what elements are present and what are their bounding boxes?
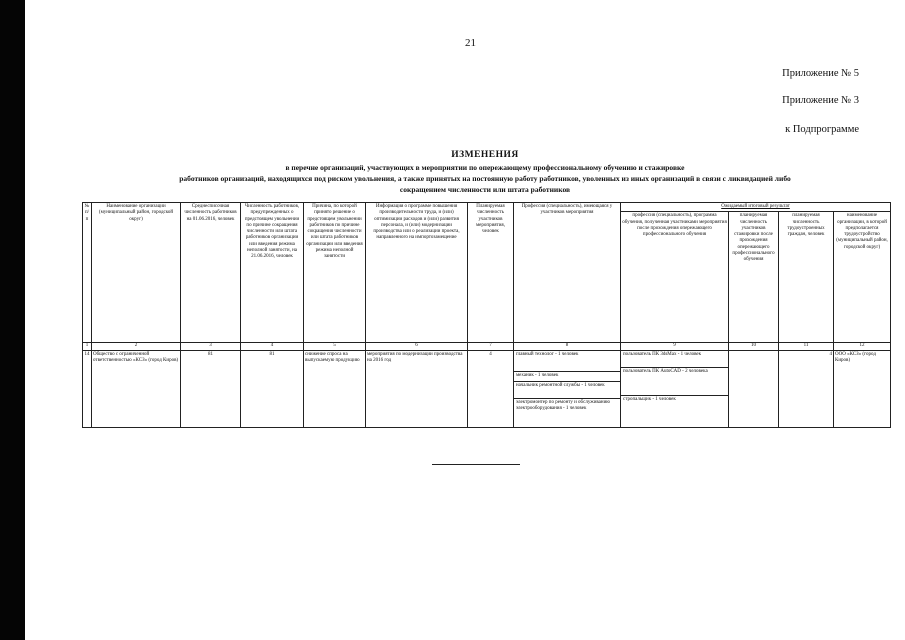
header-result-profession: профессия (специальность), программа обучения, полученная участниками мероприятия после прохождения опережающего профессионального обучения [621, 212, 729, 343]
appendix-line-3: к Подпрограмме [785, 124, 859, 135]
scan-dark-margin [0, 0, 25, 640]
header-expected-result: Ожидаемый итоговый результат [621, 203, 891, 212]
header-program-info: Информация о программе повышения производительности труда, и (или) оптимизации расходов и (или) развития персонала, и (или) модернизации производства или о реализации проекта, направленного на импортозамещение [366, 203, 468, 343]
page-number: 21 [465, 37, 476, 49]
row-employer: ООО «КСЗ» (город Киров) [834, 350, 891, 427]
header-planned-count: Планируемая численность участников мероприятия, человек [468, 203, 514, 343]
column-number: 5 [304, 343, 366, 350]
header-number: № п/п [83, 203, 92, 343]
document-subtitle-3: сокращением численности или штата работников [399, 185, 571, 194]
row-planned-count: 4 [468, 350, 514, 427]
column-number: 6 [366, 343, 468, 350]
row-program-info: мероприятия по модернизации производства на 2016 год [366, 350, 468, 427]
row-average-count: 81 [181, 350, 241, 427]
row-professions [514, 350, 621, 427]
row-organization: Общество с ограниченной ответственностью «КСЗ» (город Киров) [92, 350, 181, 427]
row-result-professions [621, 350, 729, 427]
document-subtitle-1: в перечне организаций, участвующих в мероприятии по опережающему профессиональному обучению и стажировке [285, 163, 685, 172]
header-employed-count: планируемая численность трудоустроенных граждан, человек [779, 212, 834, 343]
column-number: 12 [834, 343, 891, 350]
row-warned-count: 81 [241, 350, 304, 427]
header-average-count: Среднесписочная численность работников на 01.06.2016, человек [181, 203, 241, 343]
document-subtitle-2: работников организаций, находящихся под риском увольнения, а также принятых на постоянную работу работников, уволенных из иных организаций в связи с ликвидацией либо [179, 174, 791, 183]
header-intern-count: планируемая численность участников стажировки после прохождения опережающего профессионального обучения [729, 212, 779, 343]
table-row [83, 350, 891, 427]
table-header-row [83, 203, 891, 212]
column-number: 8 [514, 343, 621, 350]
result-item: пользователь ПК AutoCAD - 2 человека [621, 368, 728, 396]
profession-item: механик - 1 человек [514, 372, 620, 382]
column-number: 10 [729, 343, 779, 350]
header-reason: Причина, по которой принято решение о предстоящем увольнении работников по причине сокращения численности или штата работников организации или введения режима неполной занятости [304, 203, 366, 343]
row-number: 14 [83, 350, 92, 427]
row-intern-count [729, 350, 779, 427]
appendix-line-2: Приложение № 3 [782, 95, 859, 106]
result-item: стропальщик - 1 человек [623, 396, 676, 402]
result-item: пользователь ПК 3dsMax - 1 человек [621, 351, 728, 368]
column-number-row [83, 343, 891, 350]
column-number: 2 [92, 343, 181, 350]
header-organization: Наименование организации (муниципальный район, городской округ) [92, 203, 181, 343]
header-profession: Профессия (специальность), имеющаяся у участников мероприятия [514, 203, 621, 343]
row-employed-count: 4 [779, 350, 834, 427]
appendix-line-1: Приложение № 5 [782, 68, 859, 79]
changes-table [82, 202, 891, 428]
column-number: 4 [241, 343, 304, 350]
profession-item: главный технолог - 1 человек [514, 351, 620, 372]
column-number: 7 [468, 343, 514, 350]
row-reason: снижение спроса на выпускаемую продукцию [304, 350, 366, 427]
column-number: 9 [621, 343, 729, 350]
profession-item: электромонтер по ремонту и обслуживанию электрооборудования - 1 человек [516, 399, 610, 411]
column-number: 3 [181, 343, 241, 350]
header-warned-count: Численность работников, предупрежденных о предстоящем увольнении по причине сокращения численности или штата работников организации или введения режима неполной занятости, на 21.06.2016, человек [241, 203, 304, 343]
document-heading: ИЗМЕНЕНИЯ [451, 150, 519, 160]
column-number: 11 [779, 343, 834, 350]
header-employer: наименование организации, в которой предполагается трудоустройство (муниципальный район, городской округ) [834, 212, 891, 343]
column-number: 1 [83, 343, 92, 350]
profession-item: начальник ремонтной службы - 1 человек [514, 382, 620, 399]
closing-line [432, 464, 520, 465]
